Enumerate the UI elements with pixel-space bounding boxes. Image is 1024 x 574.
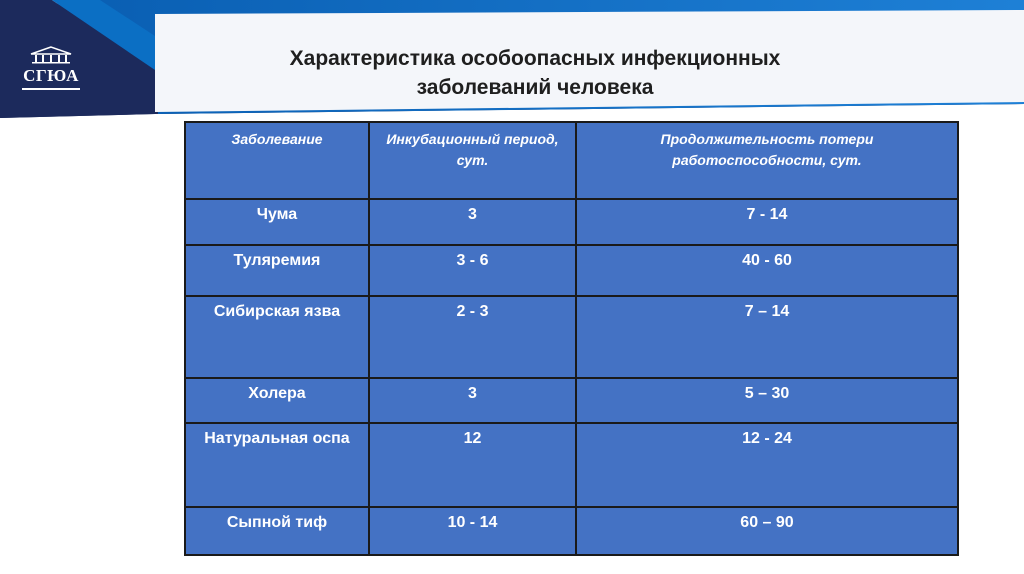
building-icon bbox=[29, 46, 73, 64]
logo-underline bbox=[22, 88, 80, 90]
header-disability: Продолжительность потери работоспособности, сут. bbox=[576, 122, 958, 199]
cell-incubation: 2 - 3 bbox=[369, 296, 576, 378]
cell-incubation: 3 bbox=[369, 199, 576, 245]
table-row bbox=[185, 378, 958, 423]
page-title-line-2: заболеваний человека bbox=[416, 76, 654, 99]
cell-disease: Натуральная оспа bbox=[185, 423, 369, 507]
table-row bbox=[185, 296, 958, 378]
table-row bbox=[185, 245, 958, 296]
table-header-row bbox=[185, 122, 958, 199]
cell-disease: Сибирская язва bbox=[185, 296, 369, 378]
logo-text: СГЮА bbox=[23, 66, 79, 85]
table-row bbox=[185, 199, 958, 245]
cell-disease: Холера bbox=[185, 378, 369, 423]
cell-disability: 7 - 14 bbox=[576, 199, 958, 245]
cell-incubation: 3 bbox=[369, 378, 576, 423]
cell-disease: Чума bbox=[185, 199, 369, 245]
cell-disability: 40 - 60 bbox=[576, 245, 958, 296]
page-title-line-1: Характеристика особоопасных инфекционных bbox=[289, 47, 781, 70]
header-incubation: Инкубационный период, сут. bbox=[369, 122, 576, 199]
cell-disability: 60 – 90 bbox=[576, 507, 958, 555]
logo bbox=[14, 46, 88, 102]
table-row bbox=[185, 423, 958, 507]
cell-disease: Туляремия bbox=[185, 245, 369, 296]
cell-disability: 12 - 24 bbox=[576, 423, 958, 507]
cell-incubation: 3 - 6 bbox=[369, 245, 576, 296]
header-disease: Заболевание bbox=[185, 122, 369, 199]
cell-disease: Сыпной тиф bbox=[185, 507, 369, 555]
table-row bbox=[185, 507, 958, 555]
cell-incubation: 10 - 14 bbox=[369, 507, 576, 555]
diseases-table bbox=[184, 121, 959, 556]
cell-disability: 7 – 14 bbox=[576, 296, 958, 378]
cell-incubation: 12 bbox=[369, 423, 576, 507]
page-title bbox=[200, 44, 870, 102]
cell-disability: 5 – 30 bbox=[576, 378, 958, 423]
